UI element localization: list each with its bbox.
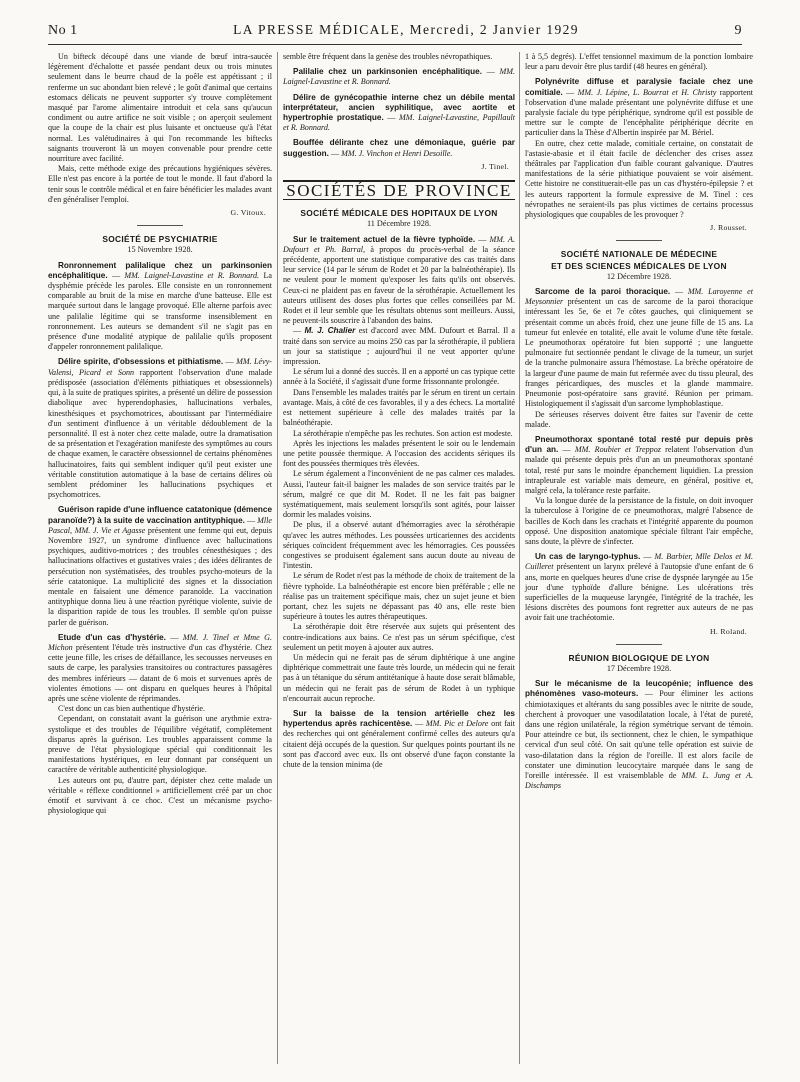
signature: J. Rousset. [710,223,747,233]
masthead-title: LA PRESSE MÉDICALE, Mercredi, 2 Janvier 1929 [233,22,579,37]
article-title: Délire spirite, d'obsessions et pithiatisme. [58,357,224,367]
issue-number: No 1 [48,23,78,38]
article-authors: MM. J. Tinel et Mme G. Michon [48,632,272,652]
paragraph: De sérieuses réserves doivent être faites sur l'avenir de cette malade. [525,409,753,429]
paragraph: semble être fréquent dans la genèse des troubles névropathiques. [283,52,493,61]
article-authors: M. J. Chalier [304,326,356,336]
article-text: — Pour éliminer les actions chimiotaxiques et altérants du sang possibles avec le nitrite de soude, cherchent à provoquer une vasodilatation locale, à l'état de pureté, dans une région unilatérale, la région symétrique servant de témoin. Pour atteindre ce but, ils sectionnent, chez le chien, le sympathique cervical d'un seul côté. On sait qu'une telle opération est suivie de vaso-dilatation dans la région de l'oreille. Il est alors facile de constater une diminution leucocytaire marquée dans le sang de l'oreille intéressée. Il est vraisemblable de [525,689,753,780]
section-title: SOCIÉTÉ MÉDICALE DES HOPITAUX DE LYON [300,208,498,219]
article-text: présentent un cas de sarcome de la paroi thoracique intéressant les 5e, 6e et 7e côtes gauches, qui cliniquement se présentait comme un abcès froid, chez une jeune fille de 15 ans. La tumeur fut enlevée en totalité, elle avait le volume d'une tête fœtale. Le pneumothorax opératoire fut bien supporté ; une languette pulmonaire fut sectionnée pendant le clivage de la tumeur, un surjet de la tranche pulmonaire assura l'hémostase. La brèche opératoire de la largeur d'une paume de main fut refermée avec du tissu pleural, des franges péricardiques, des muscles et la glande mammaire. Pneumonie post-opératoire sans gravité. Réunion per primam. Histologiquement il s'agissait d'un sarcome lymphoblastique. [525,297,753,409]
paragraph: C'est donc un cas bien authentique d'hystérie. [58,704,205,714]
article-title: Guérison rapide d'une influence catatonique (démence paranoïde?) à la suite de vaccination antityphique. [48,505,272,525]
column-2: semble être fréquent dans la genèse des troubles névropathiques. Palilalie chez un parkinsonien encéphalitique. — MM. Laignel-Lavastine et R. Bonnard. Délire de gynécopathie interne chez un débile mental interprétateur, ancien syphilitique, avec aortite et hypertrophie prostatique. — MM. Laignel-Lavastine, Papillault et R. Bonnard. Bouffée délirante chez une démoniaque, guérie par suggestion. — MM. J. Vinchon et Henri Desoille. J. Tinel. SOCIÉTÉS DE PROVINCE SOCIÉTÉ MÉDICALE DES HOPITAUX DE LYON 11 Décembre 1928. Sur le traitement actuel de la fièvre typhoïde. — MM. A. Dufourt et Ph. Barral, à propos du procès-verbal de la séance précédente, apportent une statistique comparative des cas traités dans leur service (14 par le sérum de Rodet et 20 par la balnéothérapie). Ils ne veulent pour le moment qu'exposer les faits qu'ils ont observés. Ceux-ci ne plaident pas en faveur de la sérothérapie. Actuellement les auteurs utilisent des doses plus fortes que celles conseillées par M. Rodet et il leur semble que les résultats obtenus sont meilleurs. Aussi, ne peuvent-ils souscrire à l'abandon des bains. — M. J. Chalier est d'accord avec MM. Dufourt et Barral. Il a traité dans son service au moins 250 cas par la sérothérapie, il publiera un jour sa statistique ; aujourd'hui il ne veut apporter qu'une impression. Le sérum lui a donné des succès. Il en a apporté un cas typique cette année à la Société, il s'agissait d'une forme frissonnante prolongée. Dans l'ensemble les malades traités par le sérum en tirent un certain avantage. Mais, à côté de ces favorables, il y a des échecs. La mortalité est nettement supérieure à celle des malades traités par la balnéothérapie. La sérothérapie n'empêche pas les rechutes. Son action est modeste. Après les injections les malades présentent le soir ou le lendemain une petite poussée thermique. A l'occasion des accidents sériques ils font des poussées thermiques très élevées. Le sérum également a l'inconvénient de ne pas calmer ces malades. Aussi, l'auteur fait-il baigner les malades de son service traités par le sérum, malgré ce que dit M. Rodet. Il ne les fait pas baigner systématiquement, mais seulement lorsqu'ils sont agités, pour laisser dormir les malades voisins. De plus, il a observé autant d'hémorragies avec la sérothérapie qu'avec les autres méthodes. Les poussées urticariennes des accidents sériques coïncident fréquemment avec les hémorragies. Ces poussées congestives se produisent également sans aucun doute au niveau de l'intestin. Le sérum de Rodet n'est pas la méthode de choix de traitement de la fièvre typhoïde. La balnéothérapie est encore bien préférable ; elle ne réalise pas un traitement spécifique mais, chez un sujet jeune et bien portant, chez les sujets ne dépassant pas 40 ans, elle reste bien supérieure à toutes les autres thérapeutiques. La sérothérapie doit être réservée aux sujets qui présentent des contre-indications aux bains. Ce n'est pas un sérum spécifique, c'est seulement un petit moyen à ajouter aux autres. Un médecin qui ne ferait pas de sérum diphtérique à une angine diphtérique commettrait une faute très lourde, un médecin qui ne ferait pas à un tétanique du sérum antitétanique à haute dose serait blâmable, un médecin qui ne ferait pas de sérum de Rodet à un typhique n'encourrait aucun reproche. Sur la baisse de la tension artérielle chez les hypertendus après rachicentèse. — MM. Pic et Delore ont fait des recherches qui ont généralement confirmé celles des auteurs qu'a citaient déjà occupés de la question. Sur quelques points pourtant ils ne sont pas d'accord avec eux. Ils ont observé d'une façon constante la chute de la tension minima (de [283,52,516,769]
article-title: Bouffée délirante chez une démoniaque, guérie par suggestion. [283,138,515,158]
article-title: Polynévrite diffuse et paralysie faciale chez une comitiale. [525,77,753,97]
article-text: rapportent l'observation d'une malade présentant une polynévrite diffuse et une paralysie faciale du type périphérique, syndrome qu'il est possible de mettre sur le compte de l'encéphalite périphérique décrite en particulier dans la Thèse d'Albertin inspirée par M. Bériel. [525,87,753,138]
paragraph: 1 à 5,5 degrés). L'effet tensionnel maximum de la ponction lombaire leur a paru devoir être plus tardif (48 heures en général). [525,52,753,72]
section-date: 17 Décembre 1928. [606,663,672,673]
article-authors: Mlle Pascal, MM. J. Vie et Agasse [48,515,273,535]
signature: G. Vitoux. [230,208,266,218]
article-authors: MM. L. Jung et A. Dischamps [525,771,753,791]
article-text: rapportent l'observation d'une malade prédisposée (association d'éléments pithiatiques et obsessionnels) qui, à la suite de pratiques spirites, a présenté un délire de possession diabolique avec hyperendophasies, hallucinations verbales, kinesthésiques et psychomotrices, aboutissant par l'intermédiaire d'un sentiment d'influence à un véritable dédoublement de la personnalité. Il est à noter chez cette malade, outre la dramatisation de sa présentation et l'exagération manifeste des symptômes au cours de chaque examen, le caractère obsessionnel de certains phénomènes hallucinatoires, faits qui semblent indiquer qu'il peut exister une véritable constitution automatique à la base de certains délires où semblent prédominer les hallucinations psychiques et psychomotrices. [48,367,272,500]
section-date: 15 Novembre 1928. [127,245,193,255]
article-authors: MM. Lévy-Valensi, Picard et Sonn [48,357,272,377]
article-authors: MM. J. Lépine, L. Bourrat et H. Christy [577,87,717,97]
page-header [48,22,742,42]
section-title: SOCIÉTÉ NATIONALE DE MÉDECINE [560,249,718,260]
article-title: Pneumothorax spontané total resté pur depuis près d'un an. [525,434,753,455]
article-authors: MM. Laignel-Lavastine et R. Bonnard. [283,67,515,87]
signature: H. Roland. [709,626,747,636]
article-title: Sur la baisse de la tension artérielle chez les hypertendus après rachicentèse. [283,708,515,729]
paragraph: De plus, il a observé autant d'hémorragies avec la sérothérapie qu'avec les autres méthodes. Les poussées urticariennes des accidents sériques coïncident fréquemment avec les hémorragies. Ces poussées congestives se produisent également sans aucun doute au niveau de l'intestin. [283,520,515,571]
article-title: Sur le traitement actuel de la fièvre typhoïde. [293,234,476,244]
article-authors: MM. Laignel-Lavastine, Papillault et R. Bonnard. [283,113,516,133]
separator [616,240,662,241]
section-date: 11 Décembre 1928. [366,219,432,229]
article-text: relatent l'observation d'un malade qui présente depuis près d'un an un pneumothorax spontané total, resté pur sans le moindre épanchement liquidien. La pression intrapleurale est variable mais demeure, en général, positive et, malgré cela, la tolérance reste parfaite. [525,445,754,495]
article-authors: MM. Pic et Delore [425,719,489,729]
column-divider [519,52,520,1064]
page-number: 9 [734,23,742,38]
paragraph: Le sérum également a l'inconvénient de ne pas calmer ces malades. Aussi, l'auteur fait-il baigner les malades de son service traités par le sérum, malgré ce que dit M. Rodet. Il ne les fait pas baigner systématiquement, mais seulement lorsqu'ils sont agités, pour laisser dormir les malades voisins. [283,469,515,520]
article-title: Sarcome de la paroi thoracique. [535,287,671,297]
column-divider [277,52,278,1064]
paragraph: Un bifteck découpé dans une viande de bœuf intra-saucée légèrement d'échalotte et passée pendant deux ou trois minutes seulement dans le beurre chaud de la poêle est appétissant ; il renferme un suc abondant bien relevé ; le goût d'animal que certains estomacs délicats ne peuvent supporter s'y trouve complètement masqué par l'arome alimentaire introduit et cela sans qu'aucun condiment ou autre artifice ne soit visible ; on aperçoit seulement que la coupe de la chair est plus luisante et onctueuse qu'à l'état normal. Les valétudinaires à qui l'on recommande les biftecks saignants trouveront là un moyen convenable pour prendre cette nourriture avec facilité. [48,52,272,164]
article-title: Sur le mécanisme de la leucopénie; influence des phénomènes vaso-moteurs. [525,679,753,699]
paragraph: Le sérum de Rodet n'est pas la méthode de choix de traitement de la fièvre typhoïde. La balnéothérapie est encore bien préférable ; elle ne réalise pas un traitement spécifique mais, chez un sujet jeune et bien portant, chez les sujets ne dépassant pas 40 ans, elle reste bien supérieure à toutes les autres thérapeutiques. [283,571,515,622]
article-text: à propos du procès-verbal de la séance précédente, apportent une statistique comparative des cas traités dans leur service (14 par le sérum de Rodet et 20 par la balnéothérapie). Ils ne veulent pour le moment qu'exposer les faits qu'ils ont observés. Ceux-ci ne plaident pas en faveur de la sérothérapie. Actuellement les auteurs utilisent des doses plus fortes que celles conseillées par M. Rodet et il leur semble que les résultats obtenus sont meilleurs. Aussi, ne peuvent-ils souscrire à l'abandon des bains. [283,244,515,326]
separator [616,644,662,645]
article-authors: MM. A. Dufourt et Ph. Barral, [283,234,516,254]
article-title: Etude d'un cas d'hystérie. [58,632,166,642]
paragraph: La sérothérapie doit être réservée aux sujets qui présentent des contre-indications aux bains. Ce n'est pas un sérum spécifique, c'est seulement un petit moyen à ajouter aux autres. [283,622,515,652]
article-text: La dysphémie précède les paroles. Elle consiste en un ronronnement comparable au bruit de la mise en marche d'une batteuse. Elle est marquée surtout dans le langage provoqué. Elle alterne parfois avec une palilalie légitime qui se transforme insensiblement en ronronnement. Les auteurs se demandent s'il ne s'agit pas en présence d'une modalité atypique de palilalie qu'ils proposent d'appeler ronronnement palilalique. [48,270,272,352]
paragraph: Le sérum lui a donné des succès. Il en a apporté un cas typique cette année à la Société, il s'agissait d'une forme frissonnante prolongée. [283,367,515,387]
paragraph: Après les injections les malades présentent le soir ou le lendemain une petite poussée thermique. A l'occasion des accidents sériques ils font des poussées thermiques très élevées. [283,438,515,469]
article-text: présentent une femme qui eut, depuis Novembre 1927, un syndrome d'influence avec hallucinations psychiques, auditivo-motrices ; des troubles cénesthésiques ; des hallucinations olfactives et gustatives vraies ; des idées délirantes de persécution non systématisées, des troubles psycho-moteurs de la série catatonique. La multiplicité des signes et la dissociation mentale en faisaient une démence paranoïde. La vaccination antityphique donna lieu à une réaction pyrétique violente, suivie de la disparition rapide de tous les troubles. Il semble qu'on puisse parler de guérison. [48,525,272,627]
section-title: SOCIÉTÉ DE PSYCHIATRIE [102,234,218,245]
article-text: ont fait des recherches qui ont généralement confirmé celles des auteurs qu'a citaient déjà occupés de la question. Sur quelques points pourtant ils ne sont pas d'accord avec eux. Ils ont observé d'une façon constante la chute de la tension minima (de [283,719,516,769]
article-authors: MM. Roubier et Treppoz [574,445,661,455]
article-text: est d'accord avec MM. Dufourt et Barral. Il a traité dans son service au moins 250 cas par la sérothérapie, il publiera un jour sa statistique ; aujourd'hui il ne veut apporter qu'une impression. [283,326,515,367]
article-authors: MM. Laroyenne et Meysonnier [525,287,754,307]
section-date: 12 Décembre 1928. [606,271,672,281]
article-authors: MM. J. Vinchon et Henri Desoille. [341,148,453,158]
paragraph: Les auteurs ont pu, d'autre part, dépister chez cette malade un véritable « réflexe conditionnel » artificiellement créé par un choc émotif et survivant à ce choc. C'est un mécanisme psycho-physiologique qui [48,775,272,816]
article-authors: M. Barbier, Mlle Delos et M. Cuilleret [525,552,753,572]
paragraph: Vu la longue durée de la persistance de la fistule, on doit invoquer la tuberculose à l'origine de ce pneumothorax, malgré l'absence de bacilles de Koch dans les crachats et l'intégrité apparente du poumon opposé. Une disposition anatomique spéciale filtrant l'air empêche, sans doute, la plèvre de s'infecter. [525,496,753,546]
column-1: Un bifteck découpé dans une viande de bœuf intra-saucée légèrement d'échalotte et passée pendant deux ou trois minutes seulement dans le beurre chaud de la poêle est appétissant ; il renferme un suc abondant bien relevé ; le goût d'animal que certains estomacs délicats ne peuvent supporter s'y trouve complètement masqué par l'arome alimentaire introduit et cela sans qu'aucun condiment ou autre artifice ne soit visible ; on aperçoit seulement que la coupe de la chair est plus luisante et onctueuse qu'à l'état normal. Les valétudinaires à qui l'on recommande les biftecks saignants trouveront là un moyen convenable pour prendre cette nourriture avec facilité. Mais, cette méthode exige des précautions hygiéniques sévères. Elle n'est pas encore à la portée de tout le monde. Il faut d'abord la tenir sous le contrôle médical et en faire bénéficier les malades avant d'en généraliser l'emploi. G. Vitoux. SOCIÉTÉ DE PSYCHIATRIE 15 Novembre 1928. Ronronnement palilalique chez un parkinsonien encéphalitique. — MM. Laignel-Lavastine et R. Bonnard. La dysphémie précède les paroles. Elle consiste en un ronronnement comparable au bruit de la mise en marche d'une batteuse. Elle est marquée surtout dans le langage provoqué. Elle alterne parfois avec une palilalie légitime qui se transforme insensiblement en ronronnement. Les auteurs se demandent s'il ne s'agit pas en présence d'une modalité atypique de palilalie qu'ils proposent d'appeler ronronnement palilalique. Délire spirite, d'obsessions et pithiatisme. — MM. Lévy-Valensi, Picard et Sonn rapportent l'observation d'une malade prédisposée (association d'éléments pithiatiques et obsessionnels) qui, à la suite de pratiques spirites, a présenté un délire de possession diabolique avec hyperendophasies, hallucinations verbales, kinesthésiques et psychomotrices, aboutissant par l'intermédiaire d'un sentiment d'influence à un véritable dédoublement de la personnalité. Il est à noter chez cette malade, outre la dramatisation de sa présentation et l'exagération manifeste des symptômes au cours de chaque examen, le caractère obsessionnel de certains phénomènes hallucinatoires, faits qui semblent indiquer qu'il peut exister une véritable constitution automatique à la base de certains délires où semblent prédominer les hallucinations psychiques et psychomotrices. Guérison rapide d'une influence catatonique (démence paranoïde?) à la suite de vaccination antityphique. — Mlle Pascal, MM. J. Vie et Agasse présentent une femme qui eut, depuis Novembre 1927, un syndrome d'influence avec hallucinations psychiques, auditivo-motrices ; des troubles cénesthésiques ; des hallucinations olfactives et gustatives vraies ; des idées délirantes de persécution non systématisées, des troubles psycho-moteurs de la série catatonique. La multiplicité des signes et la dissociation mentale en faisaient une démence paranoïde. La vaccination antityphique donna lieu à une réaction pyrétique violente, suivie de la disparition rapide de tous les troubles. Il semble qu'on puisse parler de guérison. Etude d'un cas d'hystérie. — MM. J. Tinel et Mme G. Michon présentent l'étude très instructive d'un cas d'hystérie. Chez cette jeune fille, les crises de défaillance, les secousses nerveuses en sauts de carpe, les paralysies transitoires ou contractures passagères des membres inférieurs — datant de 6 mois et survenues après de violentes émotions — ont disparu en quelques heures à l'hôpital après une scène violente de réprimandes. C'est donc un cas bien authentique d'hystérie. Cependant, on constatait avant la guérison une arythmie extra-systolique et des troubles de l'équilibre végétatif, complètement disparus après la guérison. Les troubles apparaissent comme la preuve de l'état physiologique spécial qui conditionnait les manifestations hystériques, en leur donnant par conséquent un caractère de véritable authenticité physiologique. Les auteurs ont pu, d'autre part, dépister chez cette malade un véritable « réflexe conditionnel » artificiellement créé par un choc émotif et survivant à ce choc. C'est un mécanisme psycho-physiologique qui [48,52,273,816]
paragraph: La sérothérapie n'empêche pas les rechutes. Son action est modeste. [293,428,513,438]
article-title: Délire de gynécopathie interne chez un débile mental interprétateur, ancien syphilitique, avec aortite et hypertrophie prostatique. [283,92,515,123]
paragraph: Un médecin qui ne ferait pas de sérum diphtérique à une angine diphtérique commettrait une faute très lourde, un médecin qui ne ferait pas à un tétanique du sérum antitétanique à haute dose serait blâmable, un médecin qui ne ferait pas de sérum de Rodet à un typhique n'encourrait aucun reproche. [283,652,515,703]
article-title: Ronronnement palilalique chez un parkinsonien encéphalitique. [48,260,272,280]
article-title: Palilalie chez un parkinsonien encéphalitique. [293,67,483,77]
paragraph: Dans l'ensemble les malades traités par le sérum en tirent un certain avantage. Mais, à côté de ces favorables, il y a des échecs. La mortalité est nettement supérieure à celle des malades traités par la balnéothérapie. [283,387,515,428]
article-authors: MM. Laignel-Lavastine et R. Bonnard. [124,270,260,280]
separator [137,225,183,226]
section-banner: SOCIÉTÉS DE PROVINCE [283,180,515,200]
article-text: présentent un larynx prélevé à l'autopsie d'une enfant de 6 ans, morte en quelques heures d'une crise de dyspnée laryngée au 15e jour d'une typhoïde d'allure bénigne. Les ulcérations très superficielles de la muqueuse laryngée, l'intégrité de la trachée, les lésions discrètes des poumons font regretter aux auteurs de ne pas avoir fait une trachéotomie. [525,562,753,623]
article-text: présentent l'étude très instructive d'un cas d'hystérie. Chez cette jeune fille, les crises de défaillance, les secousses nerveuses en sauts de carpe, les paralysies transitoires ou contractures passagères des membres inférieurs — datant de 6 mois et survenues après de violentes émotions — ont disparu en quelques heures à l'hôpital après une scène violente de réprimandes. [48,642,272,703]
section-title: RÉUNION BIOLOGIQUE DE LYON [568,652,710,663]
column-3: 1 à 5,5 degrés). L'effet tensionnel maximum de la ponction lombaire leur a paru devoir être plus tardif (48 heures en général). Polynévrite diffuse et paralysie faciale chez une comitiale. — MM. J. Lépine, L. Bourrat et H. Christy rapportent l'observation d'une malade présentant une polynévrite diffuse et une paralysie faciale du type périphérique, syndrome qu'il est possible de mettre sur le compte de l'encéphalite périphérique décrite en particulier dans la Thèse d'Albertin inspirée par M. Bériel. En outre, chez cette malade, comitiale certaine, on constatait de l'astasie-abasie et il était facile de déclencher des crises assez théâtrales par l'application d'un faible courant galvanique. D'autres manifestations de la série pithiatique pouvaient se voir aisément. Cette histoire ne constituerait-elle pas un cas d'hystéro-épilepsie ? et les auteurs rapportent la formule expressive de M. Tinel : ces névropathes ne seraient-ils pas plus victimes de certains processus physiologiques que coupables de les provoquer ? J. Rousset. SOCIÉTÉ NATIONALE DE MÉDECINE ET DES SCIENCES MÉDICALES DE LYON 12 Décembre 1928. Sarcome de la paroi thoracique. — MM. Laroyenne et Meysonnier présentent un cas de sarcome de la paroi thoracique intéressant les 5e, 6e et 7e côtes gauches, qui cliniquement se présentait comme un abcès froid, chez une jeune fille de 15 ans. La tumeur fut enlevée en totalité, elle avait le volume d'une tête fœtale. Le pneumothorax opératoire fut bien supporté ; une languette pulmonaire fut sectionnée pendant le clivage de la tumeur, un surjet de la tranche pulmonaire assura l'hémostase. La brèche opératoire de la largeur d'une paume de main fut refermée avec du tissu pleural, des franges péricardiques, des muscles et la glande mammaire. Pneumonie post-opératoire sans gravité. Réunion per primam. Histologiquement il s'agissait d'un sarcome lymphoblastique. De sérieuses réserves doivent être faites sur l'avenir de cette malade. Pneumothorax spontané total resté pur depuis près d'un an. — MM. Roubier et Treppoz relatent l'observation d'un malade qui présente depuis près d'un an un pneumothorax spontané total, resté pur sans le moindre épanchement liquidien. La pression intrapleurale est variable mais demeure, en général, positive et, malgré cela, la tolérance reste parfaite. Vu la longue durée de la persistance de la fistule, on doit invoquer la tuberculose à l'origine de ce pneumothorax, malgré l'absence de bacilles de Koch dans les crachats et l'intégrité apparente du poumon opposé. Une disposition anatomique spéciale filtrant l'air empêche, sans doute, la plèvre de s'infecter. Un cas de laryngo-typhus. — M. Barbier, Mlle Delos et M. Cuilleret présentent un larynx prélevé à l'autopsie d'une enfant de 6 ans, morte en quelques heures d'une crise de dyspnée laryngée au 15e jour d'une typhoïde d'allure bénigne. Les ulcérations très superficielles de la muqueuse laryngée, l'intégrité de la trachée, les lésions discrètes des poumons font regretter aux auteurs de ne pas avoir fait une trachéotomie. H. Roland. RÉUNION BIOLOGIQUE DE LYON 17 Décembre 1928. Sur le mécanisme de la leucopénie; influence des phénomènes vaso-moteurs. — Pour éliminer les actions chimiotaxiques et altérants du sang possibles avec le nitrite de soude, cherchent à provoquer une vasodilatation locale, à l'état de pureté, dans une région unilatérale, la région symétrique servant de témoin. Pour atteindre ce but, ils sectionnent, chez le chien, le sympathique cervical d'un seul côté. On sait qu'une telle opération est suivie de vaso-dilatation dans la région de l'oreille. Il est alors facile de constater une diminution leucocytaire marquée dans le sang de l'oreille intéressée. Il est vraisemblable de MM. L. Jung et A. Dischamps [525,52,754,791]
article-title: Un cas de laryngo-typhus. [535,552,641,562]
header-rule [48,44,742,45]
paragraph: Cependant, on constatait avant la guérison une arythmie extra-systolique et des troubles de l'équilibre végétatif, complètement disparus après la guérison. Les troubles apparaissent comme la preuve de l'état physiologique spécial qui conditionnait les manifestations hystériques, en leur donnant par conséquent un caractère de véritable authenticité physiologique. [48,714,272,775]
section-title: ET DES SCIENCES MÉDICALES DE LYON [551,260,727,271]
signature: J. Tinel. [481,161,509,171]
paragraph: Mais, cette méthode exige des précautions hygiéniques sévères. Elle n'est pas encore à la portée de tout le monde. Il faut d'abord la tenir sous le contrôle médical et en faire bénéficier les malades avant d'en généraliser l'emploi. [48,164,272,204]
paragraph: En outre, chez cette malade, comitiale certaine, on constatait de l'astasie-abasie et il était facile de déclencher des crises assez théâtrales par l'application d'un faible courant galvanique. D'autres manifestations de la série pithiatique pouvaient se voir aisément. Cette histoire ne constituerait-elle pas un cas d'hystéro-épilepsie ? et les auteurs rapportent la formule expressive de M. Tinel : ces névropathes ne seraient-ils pas plus victimes de certains processus physiologiques que coupables de les provoquer ? [525,138,753,220]
